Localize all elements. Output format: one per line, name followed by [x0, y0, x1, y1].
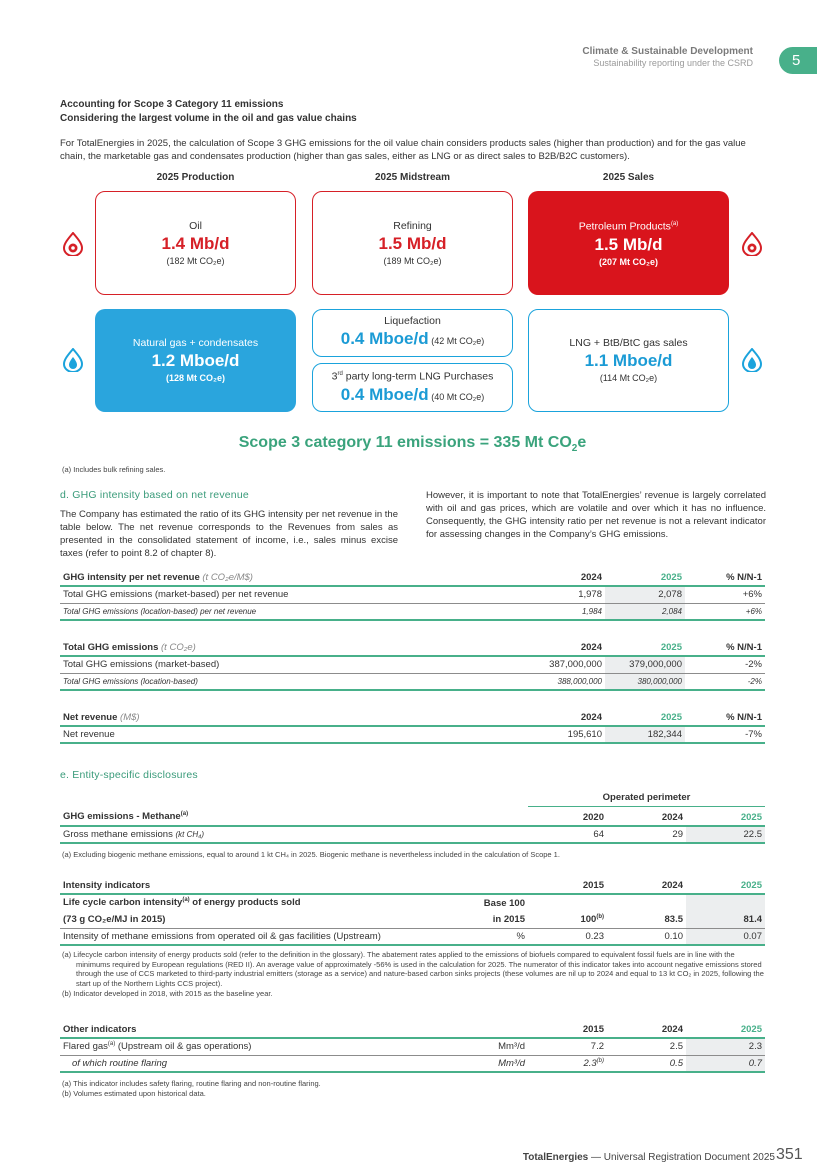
table-title: Net revenue (M$)	[60, 709, 520, 726]
col-2024: 2024	[607, 877, 686, 894]
diagram-footnote: (a) Includes bulk refining sales.	[62, 465, 166, 474]
liquefaction-box	[312, 309, 513, 357]
oil-value: 1.4 Mb/d	[161, 233, 230, 253]
table-title: Total GHG emissions (t CO₂e)	[60, 639, 520, 656]
table-title: GHG intensity per net revenue (t CO₂e/M$)	[60, 569, 520, 586]
petroleum-products-box	[528, 191, 729, 295]
col-2020: 2020	[528, 809, 607, 826]
gas-flame-icon	[742, 348, 762, 375]
natural-gas-box	[95, 309, 296, 412]
lng-purchases-label: 3rd party long-term LNG Purchases	[331, 370, 494, 383]
section-d-left-text: The Company has estimated the ratio of its GHG intensity per net revenue in the table below. The net revenue corresponds to the Revenues from sales as presented in the consolidated statement of income, i.e., sales minus excise taxes (refer to point 8.2 of chapter 8).	[60, 509, 398, 559]
col-2024: 2024	[520, 639, 605, 656]
lng-sales-value: 1.1 Mboe/d	[584, 351, 673, 370]
table-row: Life cycle carbon intensity$^{(a)}$ of energy products sold Base 100	[60, 894, 765, 911]
lng-purchases-value-line: 0.4 Mboe/d (40 Mt CO₂e)	[340, 384, 485, 404]
col-2025: 2025	[605, 569, 685, 586]
intro-heading-1: Accounting for Scope 3 Category 11 emissions	[60, 99, 284, 110]
col-2024: 2024	[520, 709, 605, 726]
intensity-table	[60, 877, 765, 946]
lng-sales-label: LNG + BtB/BtC gas sales	[569, 337, 688, 349]
col-change: % N/N-1	[685, 569, 765, 586]
liquefaction-label: Liquefaction	[384, 315, 441, 327]
table-title: GHG emissions - Methane$^{(a)}$	[60, 809, 528, 826]
table-row: Intensity of methane emissions from operated oil & gas facilities (Upstream) % 0.23 0.10 0.07	[60, 928, 765, 945]
col-midstream: 2025 Midstream	[374, 172, 451, 183]
col-2024: 2024	[607, 809, 686, 826]
other-indicators-table	[60, 1021, 765, 1073]
oil-drop-icon	[62, 232, 84, 259]
oil-label: Oil	[189, 219, 202, 232]
petroleum-label: Petroleum Products$^{(a)}$	[578, 220, 679, 233]
table-row: Net revenue 195,610 182,344 -7%	[60, 726, 765, 743]
net-revenue-table	[60, 709, 765, 744]
table-title: Other indicators	[60, 1021, 410, 1038]
refining-label: Refining	[393, 219, 432, 232]
intensity-footnote-a: (a) Lifecycle carbon intensity of energy products sold (refer to the definition in the glossary). The abatement rates applied to the emissions of biofuels compared to equivalent fossil fuels are in line with the minimums required by European regulations (RED II). An average value of approximately -56% is used in the calculation for 2025. The numerator of this indicator takes into account negative emissions stored through the use of CCS marketed to third-party industrial emitters (storage as a service) and nature-based carbon sinks projects (these volumes are nil up to 2024 and equal to 13 kt CO₂ in 2025, following the start up of the Northern Lights CCS project).	[62, 950, 764, 988]
refining-box	[312, 191, 513, 295]
section-d-title: d. GHG intensity based on net revenue	[60, 489, 249, 501]
section-subtitle: Sustainability reporting under the CSRD	[593, 58, 753, 68]
col-2025: 2025	[605, 709, 685, 726]
col-2025: 2025	[686, 1021, 765, 1038]
lng-sales-box	[528, 309, 729, 412]
oil-emissions: (182 Mt CO₂e)	[166, 255, 225, 266]
col-production: 2025 Production	[156, 172, 235, 183]
other-footnote-a: (a) This indicator includes safety flaring, routine flaring and non-routine flaring.	[62, 1079, 321, 1088]
col-change: % N/N-1	[685, 639, 765, 656]
lng-purchases-box	[312, 363, 513, 412]
table-row: Total GHG emissions (location-based) 388,000,000 380,000,000 -2%	[60, 673, 765, 690]
ghg-intensity-table	[60, 569, 765, 621]
natgas-label: Natural gas + condensates	[132, 337, 259, 349]
col-2015: 2015	[528, 1021, 607, 1038]
table-row: Total GHG emissions (market-based) 387,000,000 379,000,000 -2%	[60, 656, 765, 673]
col-sales: 2025 Sales	[602, 172, 655, 183]
table-row: (73 g CO₂e/MJ in 2015) in 2015 100$^{(b)}$ 83.5 81.4	[60, 911, 765, 928]
table-title: Intensity indicators	[60, 877, 410, 894]
liquefaction-value-line: 0.4 Mboe/d (42 Mt CO₂e)	[340, 329, 485, 348]
oil-production-box	[95, 191, 296, 295]
col-2025: 2025	[605, 639, 685, 656]
col-2025: 2025	[686, 877, 765, 894]
col-2024: 2024	[607, 1021, 686, 1038]
col-2025: 2025	[686, 809, 765, 826]
chapter-tab: 5	[779, 47, 817, 74]
lng-sales-emissions: (114 Mt CO₂e)	[599, 373, 658, 383]
table-row: Flared gas$^{(a)}$ (Upstream oil & gas operations) Mm³/d 7.2 2.5 2.3	[60, 1038, 765, 1055]
methane-footnote: (a) Excluding biogenic methane emissions, equal to around 1 kt CH₄ in 2025. Biogenic methane is nevertheless included in the calculation of Scope 1.	[62, 850, 560, 859]
scope3-total: Scope 3 category 11 emissions = 335 Mt $CO_2e$	[238, 434, 587, 455]
intensity-footnote-b: (b) Indicator developed in 2018, with 2015 as the baseline year.	[62, 989, 273, 998]
natgas-value: 1.2 Mboe/d	[151, 351, 240, 370]
footer-text: TotalEnergies — Universal Registration Document 2025	[522, 1152, 775, 1163]
refining-value: 1.5 Mb/d	[378, 233, 447, 253]
table-row: Total GHG emissions (market-based) per net revenue 1,978 2,078 +6%	[60, 586, 765, 603]
section-d-right-text: However, it is important to note that TotalEnergies’ revenue is largely correlated with oil and gas prices, which are volatile and over which it has no influence. Consequently, the GHG intensity ratio per net revenue is not a relevant indicator for assessing changes in the Company’s GHG emissions.	[426, 490, 766, 540]
col-change: % N/N-1	[685, 709, 765, 726]
col-2024: 2024	[520, 569, 605, 586]
table-row: Total GHG emissions (location-based) per net revenue 1,984 2,084 +6%	[60, 603, 765, 620]
refining-emissions: (189 Mt CO₂e)	[383, 255, 442, 266]
table-row: of which routine flaring Mm³/d 2.3$^{(b)}$ 0.5 0.7	[60, 1055, 765, 1072]
section-e-title: e. Entity-specific disclosures	[60, 769, 198, 781]
methane-table	[60, 809, 765, 844]
natgas-emissions: (128 Mt CO₂e)	[165, 373, 225, 383]
table-row: Gross methane emissions (kt CH₄) 64 29 22.5	[60, 826, 765, 843]
intro-heading-2: Considering the largest volume in the oil and gas value chains	[60, 113, 357, 124]
col-2015: 2015	[528, 877, 607, 894]
page-number: 351	[776, 1146, 803, 1163]
section-title: Climate & Sustainable Development	[582, 46, 753, 57]
other-footnote-b: (b) Volumes estimated upon historical data.	[62, 1089, 206, 1098]
intro-paragraph: For TotalEnergies in 2025, the calculation of Scope 3 GHG emissions for the oil value chain considers products sales (higher than production) and for the gas value chain, the marketable gas and condensates production (higher than gas sales, either as LNG or as direct sales to B2B/B2C customers).	[60, 138, 746, 162]
gas-flame-icon	[63, 348, 83, 375]
oil-drop-icon	[741, 232, 763, 259]
total-ghg-table	[60, 639, 765, 691]
operated-perimeter-header: Operated perimeter	[528, 792, 765, 807]
petroleum-value: 1.5 Mb/d	[594, 234, 663, 254]
petroleum-emissions: (207 Mt CO₂e)	[598, 256, 658, 267]
